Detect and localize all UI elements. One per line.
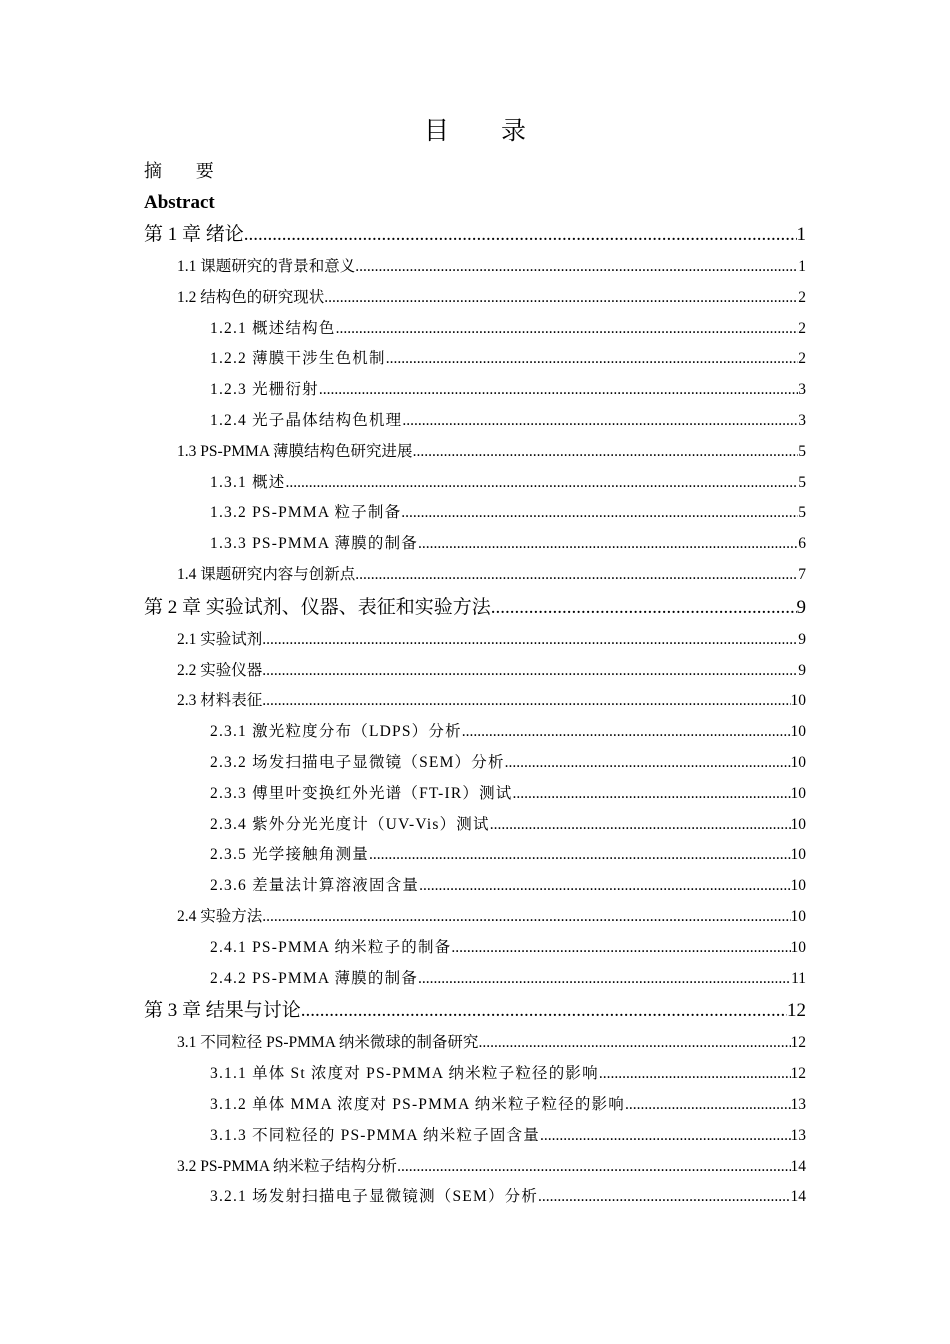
toc-entry-text: 1.3.1 概述	[210, 473, 286, 491]
toc-page-number: 6	[798, 535, 806, 553]
toc-entry-text: 第 3 章 结果与讨论	[144, 1000, 301, 1022]
toc-dot-leader	[490, 810, 791, 841]
toc-dot-leader	[369, 840, 791, 871]
toc-dot-leader	[324, 283, 798, 314]
toc-entry-level-2[interactable]	[144, 625, 806, 656]
toc-page-number: 14	[790, 1157, 806, 1175]
toc-entry-text: 1.2.3 光栅衍射	[210, 381, 319, 399]
toc-entry-level-3[interactable]	[144, 1059, 806, 1090]
toc-page-number: 10	[790, 723, 806, 741]
toc-entry-text: 1.3.3 PS-PMMA 薄膜的制备	[210, 535, 418, 553]
toc-page-number: 9	[798, 661, 806, 679]
toc-dot-leader	[491, 591, 797, 625]
toc-page-number: 10	[790, 938, 806, 956]
toc-page-number: 11	[791, 969, 806, 987]
toc-entry-text: 1.3 PS-PMMA 薄膜结构色研究进展	[177, 442, 413, 460]
toc-dot-leader	[419, 871, 790, 902]
toc-dot-leader	[244, 218, 797, 252]
toc-entry-text: 2.3.4 紫外分光光度计（UV-Vis）测试	[210, 815, 490, 833]
toc-page-number: 9	[796, 596, 806, 618]
toc-entry-text: 2.2 实验仪器	[177, 661, 263, 679]
toc-dot-leader	[386, 344, 799, 375]
toc-entry-text: 2.3.5 光学接触角测量	[210, 846, 369, 864]
toc-entry-level-3[interactable]	[144, 529, 806, 560]
toc-page-number: 10	[790, 784, 806, 802]
toc-dot-leader	[401, 498, 798, 529]
toc-page-number: 10	[790, 692, 806, 710]
toc-entry-level-3[interactable]	[144, 748, 806, 779]
toc-entry-level-3[interactable]	[144, 406, 806, 437]
toc-dot-leader	[418, 529, 798, 560]
toc-dot-leader	[513, 779, 791, 810]
toc-entry-level-1[interactable]	[144, 994, 806, 1028]
toc-page-number: 1	[798, 258, 806, 275]
toc-dot-leader	[451, 933, 790, 964]
toc-dot-leader	[418, 964, 791, 995]
toc-entry-text: 3.1 不同粒径 PS-PMMA 纳米微球的制备研究	[177, 1034, 479, 1052]
toc-front-abstract-cn[interactable]	[144, 156, 806, 187]
toc-page-number: 10	[790, 815, 806, 833]
toc-entry-text: 1.1 课题研究的背景和意义	[177, 258, 356, 275]
toc-page-number: 5	[798, 504, 806, 522]
toc-entry-level-3[interactable]	[144, 344, 806, 375]
toc-entry-text: 3.1.1 单体 St 浓度对 PS-PMMA 纳米粒子粒径的影响	[210, 1065, 599, 1083]
toc-entry-level-3[interactable]	[144, 840, 806, 871]
toc-page-number: 10	[790, 753, 806, 771]
toc-page-number: 12	[790, 1034, 806, 1052]
toc-entry-level-2[interactable]	[144, 252, 806, 283]
toc-entry-level-2[interactable]	[144, 686, 806, 717]
toc-dot-leader	[301, 994, 787, 1028]
toc-entry-text: 1.3.2 PS-PMMA 粒子制备	[210, 504, 402, 522]
toc-dot-leader	[319, 375, 798, 406]
toc-dot-leader	[285, 468, 798, 499]
toc-entry-level-3[interactable]	[144, 964, 806, 995]
toc-entry-level-3[interactable]	[144, 468, 806, 499]
toc-entry-level-2[interactable]	[144, 1028, 806, 1059]
toc-entry-text: 3.1.3 不同粒径的 PS-PMMA 纳米粒子固含量	[210, 1126, 540, 1144]
toc-dot-leader	[505, 748, 791, 779]
toc-entry-level-3[interactable]	[144, 810, 806, 841]
toc-entry-text: 2.3.3 傅里叶变换红外光谱（FT-IR）测试	[210, 784, 513, 802]
toc-entry-text: 3.1.2 单体 MMA 浓度对 PS-PMMA 纳米粒子粒径的影响	[210, 1095, 626, 1113]
toc-entry-level-3[interactable]	[144, 779, 806, 810]
toc-entry-level-1[interactable]	[144, 218, 806, 252]
toc-page-number: 12	[787, 1000, 806, 1022]
toc-entry-text: 2.4 实验方法	[177, 907, 263, 925]
toc-entry-text: 1.2 结构色的研究现状	[177, 288, 325, 306]
toc-dot-leader	[478, 1028, 790, 1059]
toc-entries	[144, 218, 806, 1213]
toc-page-number: 2	[798, 350, 806, 368]
toc-entry-level-1[interactable]	[144, 591, 806, 625]
toc-entry-level-3[interactable]	[144, 1121, 806, 1152]
toc-entry-text: 第 2 章 实验试剂、仪器、表征和实验方法	[144, 596, 491, 618]
toc-entry-text: 2.3 材料表征	[177, 692, 263, 710]
toc-entry-level-2[interactable]	[144, 902, 806, 933]
toc-entry-level-2[interactable]	[144, 656, 806, 687]
page-title: 目 录	[424, 116, 548, 145]
toc-dot-leader	[262, 686, 790, 717]
toc-page-number: 13	[790, 1126, 806, 1144]
toc-front-abstract-en[interactable]	[144, 187, 806, 218]
toc-entry-text: 3.2.1 场发射扫描电子显微镜测（SEM）分析	[210, 1188, 539, 1206]
toc-page-number: 2	[798, 288, 806, 306]
toc-page-number: 10	[790, 846, 806, 864]
toc-page-number: 1	[796, 224, 806, 245]
toc-page-number: 14	[790, 1188, 806, 1206]
toc-entry-level-3[interactable]	[144, 717, 806, 748]
toc-page-number: 3	[798, 411, 806, 429]
toc-dot-leader	[402, 406, 798, 437]
toc-entry-text: 1.4 课题研究内容与创新点	[177, 565, 356, 583]
toc-entry-level-3[interactable]	[144, 1182, 806, 1213]
toc-page-number: 7	[798, 565, 806, 583]
toc-entry-text: 摘 要	[144, 161, 228, 182]
toc-dot-leader	[336, 314, 799, 345]
toc-entry-text: 1.2.2 薄膜干涉生色机制	[210, 350, 386, 368]
toc-entry-text: 2.3.6 差量法计算溶液固含量	[210, 877, 420, 895]
toc-dot-leader	[262, 902, 790, 933]
toc-entry-text: Abstract	[144, 192, 215, 213]
toc-entry-level-3[interactable]	[144, 375, 806, 406]
toc-entry-text: 2.3.2 场发扫描电子显微镜（SEM）分析	[210, 753, 505, 771]
toc-entry-text: 1.2.4 光子晶体结构色机理	[210, 411, 403, 429]
toc-dot-leader	[355, 252, 798, 283]
toc-page-number: 5	[798, 473, 806, 491]
toc-dot-leader	[262, 656, 798, 687]
toc-page-number: 13	[790, 1095, 806, 1113]
toc-dot-leader	[625, 1090, 790, 1121]
toc-dot-leader	[262, 625, 798, 656]
table-of-contents	[144, 156, 806, 1213]
toc-dot-leader	[462, 717, 791, 748]
toc-entry-level-2[interactable]	[144, 1152, 806, 1183]
toc-entry-level-3[interactable]	[144, 314, 806, 345]
toc-page-number: 2	[798, 319, 806, 337]
toc-dot-leader	[397, 1152, 790, 1183]
toc-dot-leader	[355, 560, 798, 591]
toc-page-number: 9	[798, 630, 806, 648]
toc-dot-leader	[540, 1121, 791, 1152]
toc-dot-leader	[538, 1182, 790, 1213]
toc-entry-text: 3.2 PS-PMMA 纳米粒子结构分析	[177, 1157, 398, 1175]
toc-entry-text: 1.2.1 概述结构色	[210, 319, 336, 337]
toc-entry-level-3[interactable]	[144, 871, 806, 902]
toc-page-number: 12	[790, 1065, 806, 1083]
toc-entry-text: 2.1 实验试剂	[177, 630, 263, 648]
toc-page-number: 3	[798, 381, 806, 399]
toc-page-number: 10	[790, 877, 806, 895]
toc-entry-level-2[interactable]	[144, 560, 806, 591]
toc-entry-level-3[interactable]	[144, 498, 806, 529]
toc-entry-level-3[interactable]	[144, 933, 806, 964]
toc-page-number: 5	[798, 442, 806, 460]
toc-entry-text: 2.4.2 PS-PMMA 薄膜的制备	[210, 969, 418, 987]
toc-dot-leader	[599, 1059, 791, 1090]
toc-entry-level-2[interactable]	[144, 283, 806, 314]
toc-entry-level-2[interactable]	[144, 437, 806, 468]
toc-entry-text: 第 1 章 绪论	[144, 224, 244, 245]
toc-dot-leader	[413, 437, 799, 468]
toc-entry-text: 2.4.1 PS-PMMA 纳米粒子的制备	[210, 938, 452, 956]
toc-entry-text: 2.3.1 激光粒度分布（LDPS）分析	[210, 723, 462, 741]
toc-entry-level-3[interactable]	[144, 1090, 806, 1121]
toc-page-number: 10	[790, 907, 806, 925]
